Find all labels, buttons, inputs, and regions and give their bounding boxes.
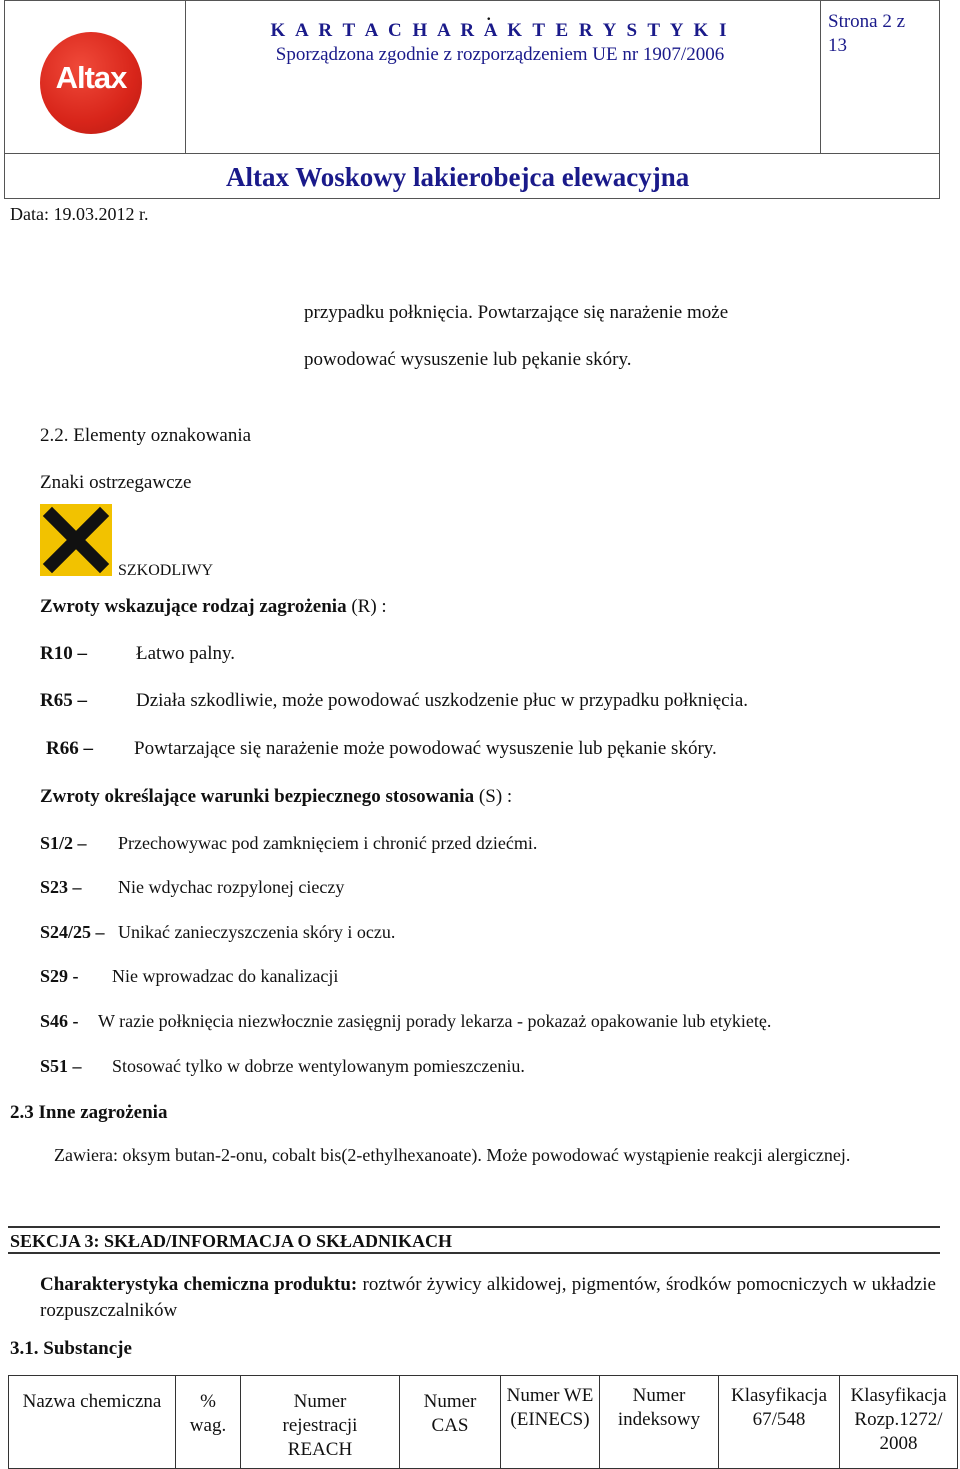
column-header-text: % wag. xyxy=(189,1391,227,1436)
s-text: Przechowywac pod zamknięciem i chronić przed dziećmi. xyxy=(118,833,538,853)
s-code: S23 – xyxy=(40,877,82,897)
r-text: Powtarzające się narażenie może powodować wysuszenie lub pękanie skóry. xyxy=(134,738,717,759)
other-hazards-text: Zawiera: oksym butan-2-onu, cobalt bis(2-ethylhexanoate). Może powodować wystąpienie reakcji alergicznej. xyxy=(54,1145,851,1165)
column-header xyxy=(400,1376,501,1469)
column-header xyxy=(241,1376,400,1469)
header-divider xyxy=(185,0,186,153)
s-code: S51 – xyxy=(40,1056,82,1076)
r-phrases-heading xyxy=(40,596,387,618)
column-header-text: Numer CAS xyxy=(423,1391,477,1436)
r-text: Łatwo palny. xyxy=(136,643,236,664)
column-header xyxy=(600,1376,719,1469)
continued-text: powodować wysuszenie lub pękanie skóry. xyxy=(304,349,632,370)
page-number: Strona 2 z 13 xyxy=(828,11,906,56)
r-text: Działa szkodliwie, może powodować uszkodzenie płuc w przypadku połknięcia. xyxy=(136,690,749,711)
s-text: Stosować tylko w dobrze wentylowanym pomieszczeniu. xyxy=(112,1056,525,1076)
subsection-heading: 3.1. Substancje xyxy=(10,1338,132,1359)
r-code: R66 – xyxy=(46,738,93,759)
s-heading-bold: Zwroty określające warunki bezpiecznego stosowania xyxy=(40,786,475,807)
s-code: S29 - xyxy=(40,966,79,986)
column-header xyxy=(176,1376,241,1469)
column-header-text: Numer rejestracji REACH xyxy=(282,1391,358,1460)
column-header-text: Numer indeksowy xyxy=(617,1385,701,1430)
s-heading-tail: (S) : xyxy=(474,786,513,807)
char-label: Charakterystyka chemiczna produktu: xyxy=(40,1274,358,1295)
product-name: Altax Woskowy lakierobejca elewacyjna xyxy=(226,162,690,192)
continued-text: przypadku połknięcia. Powtarzające się narażenie może xyxy=(304,302,729,323)
header-dot: . xyxy=(486,0,492,25)
char-text: roztwór żywicy alkidowej, pigmentów, środków pomocniczych w układzie rozpuszczalników xyxy=(40,1274,936,1321)
subheading: Znaki ostrzegawcze xyxy=(40,472,192,493)
column-header: Nazwa chemiczna xyxy=(9,1376,176,1469)
document-subtitle: Sporządzona zgodnie z rozporządzeniem UE nr 1907/2006 xyxy=(275,44,725,65)
column-header-text: Klasyfikacja Rozp.1272/ 2008 xyxy=(850,1385,947,1454)
r-code: R65 – xyxy=(40,690,87,711)
column-header xyxy=(719,1376,840,1469)
header-divider xyxy=(820,0,821,153)
hazard-label: SZKODLIWY xyxy=(118,562,214,579)
r-heading-bold: Zwroty wskazujące rodzaj zagrożenia xyxy=(40,596,347,617)
harmful-hazard-icon xyxy=(40,504,112,576)
column-header-text: Klasyfikacja 67/548 xyxy=(730,1385,827,1430)
section-heading: 2.2. Elementy oznakowania xyxy=(40,425,252,446)
chemical-characteristics xyxy=(40,1272,936,1324)
substances-table xyxy=(8,1375,958,1469)
s-text: Unikać zanieczyszczenia skóry i oczu. xyxy=(118,922,396,942)
section-3-heading: SEKCJA 3: SKŁAD/INFORMACJA O SKŁADNIKACH xyxy=(10,1231,453,1251)
table-header-row xyxy=(9,1376,958,1469)
r-heading-tail: (R) : xyxy=(346,596,387,617)
s-text: Nie wdychac rozpylonej cieczy xyxy=(118,877,345,897)
s-text: W razie połknięcia niezwłocznie zasięgnij porady lekarza - pokazaż opakowanie lub etykietę. xyxy=(98,1011,772,1031)
column-header xyxy=(501,1376,600,1469)
document-date: Data: 19.03.2012 r. xyxy=(10,204,149,224)
s-code: S46 - xyxy=(40,1011,79,1031)
s-code: S1/2 – xyxy=(40,833,87,853)
altax-logo-text: Altax xyxy=(55,60,127,95)
document-title: K A R T A C H A R A K T E R Y S T Y K I xyxy=(270,20,730,41)
s-code: S24/25 – xyxy=(40,922,105,942)
s-phrases-heading xyxy=(40,786,512,808)
r-code: R10 – xyxy=(40,643,87,664)
section-heading: 2.3 Inne zagrożenia xyxy=(10,1102,168,1123)
header-divider xyxy=(4,153,940,154)
s-text: Nie wprowadzac do kanalizacji xyxy=(112,966,339,986)
column-header-text: Numer WE (EINECS) xyxy=(506,1385,594,1430)
column-header xyxy=(840,1376,958,1469)
